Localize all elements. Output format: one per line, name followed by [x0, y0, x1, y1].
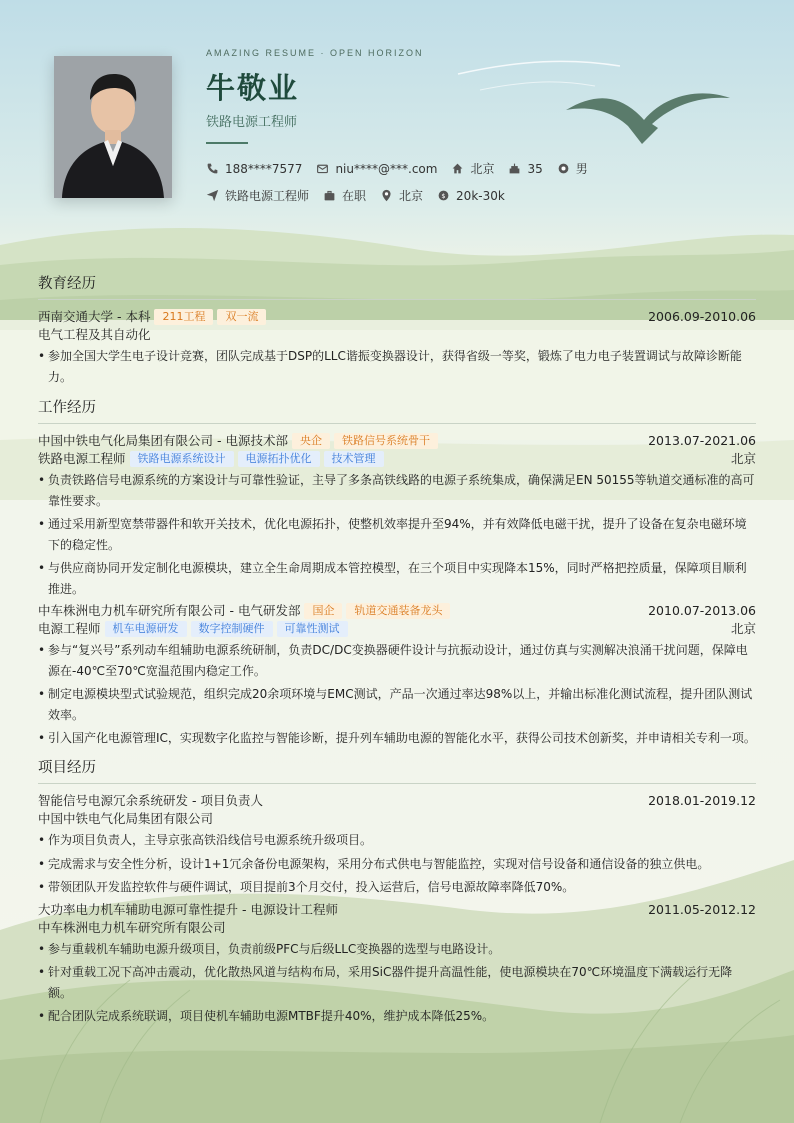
company-tag: 国企	[304, 603, 342, 619]
gender-item	[557, 160, 588, 177]
list-item: • 通过采用新型宽禁带器件和软开关技术，优化电源拓扑，使整机效率提升至94%，并有效降低电磁干扰，提升了设备在复杂电磁环境下的稳定性。	[38, 514, 756, 555]
education-entry	[38, 308, 756, 387]
email-item	[316, 162, 437, 176]
section-title: 项目经历	[38, 756, 756, 784]
section-title: 工作经历	[38, 396, 756, 424]
send-icon	[206, 189, 219, 202]
email-text: niu****@***.com	[335, 161, 438, 176]
project-entry	[38, 901, 756, 1027]
title-divider	[206, 142, 248, 144]
job-role: 铁路电源工程师	[38, 451, 126, 466]
age-text: 35	[527, 161, 543, 176]
date-range: 2011.05-2012.12	[648, 901, 756, 917]
section-title: 教育经历	[38, 272, 756, 300]
skill-tag: 机车电源研发	[105, 621, 187, 637]
school-tag: 双一流	[217, 309, 266, 325]
date-range: 2006.09-2010.06	[648, 309, 756, 324]
gender-icon	[557, 162, 570, 175]
portrait-image	[54, 56, 172, 198]
project-company: 中车株洲电力机车研究所有限公司	[38, 919, 226, 935]
hometown-text: 北京	[470, 162, 495, 176]
date-range: 2018.01-2019.12	[648, 793, 756, 808]
major: 电气工程及其自动化	[38, 327, 151, 342]
project-name: 大功率电力机车辅助电源可靠性提升 - 电源设计工程师	[38, 901, 338, 917]
intent-city-item	[380, 187, 423, 204]
list-item: • 参与重载机车辅助电源升级项目，负责前级PFC与后级LLC变换器的选型与电路设计。	[38, 939, 756, 960]
phone-text: 188****7577	[225, 161, 303, 176]
phone-item	[206, 162, 302, 176]
intent-position-item	[206, 187, 309, 204]
status-item	[323, 187, 366, 204]
phone-icon	[206, 162, 219, 175]
gender-text: 男	[575, 162, 588, 176]
job-intent-row	[206, 187, 505, 204]
intent-city-text: 北京	[399, 189, 424, 203]
salary-item	[437, 189, 505, 203]
date-range: 2013.07-2021.06	[648, 433, 756, 448]
cake-icon	[508, 162, 521, 175]
status-text: 在职	[342, 189, 367, 203]
company-tag: 铁路信号系统骨干	[334, 433, 438, 449]
tagline: AMAZING RESUME · OPEN HORIZON	[206, 48, 424, 58]
project-company: 中国中铁电气化局集团有限公司	[38, 811, 214, 826]
project-name: 智能信号电源冗余系统研发 - 项目负责人	[38, 793, 263, 808]
contact-row	[206, 160, 588, 177]
briefcase-icon	[323, 189, 336, 202]
work-entry	[38, 602, 756, 749]
company-tag: 轨道交通装备龙头	[346, 603, 450, 619]
candidate-name: 牛敬业	[206, 71, 300, 105]
location-pin-icon	[380, 189, 393, 202]
salary-text: 20k-30k	[456, 188, 505, 203]
list-item: • 与供应商协同开发定制化电源模块，建立全生命周期成本管控模型，在三个项目中实现降本15%，同时严格把控质量，保障项目顺利推进。	[38, 558, 756, 599]
list-item: • 参与“复兴号”系列动车组辅助电源系统研制，负责DC/DC变换器硬件设计与抗振动设计，通过仿真与实测解决浪涌干扰问题，保障电源在-40℃至70℃宽温范围内稳定工作。	[38, 640, 756, 681]
home-icon	[451, 162, 464, 175]
list-item: • 配合团队完成系统联调，项目使机车辅助电源MTBF提升40%，维护成本降低25%。	[38, 1006, 756, 1027]
mail-icon	[316, 162, 329, 175]
list-item: • 作为项目负责人，主导京张高铁沿线信号电源系统升级项目。	[38, 830, 756, 851]
avatar	[54, 56, 172, 198]
intent-position-text: 铁路电源工程师	[225, 189, 310, 203]
list-item: • 带领团队开发监控软件与硬件调试，项目提前3个月交付，投入运营后，信号电源故障率降低70%。	[38, 877, 756, 898]
candidate-title: 铁路电源工程师	[206, 115, 298, 130]
home-item	[451, 160, 494, 177]
list-item: • 参加全国大学生电子设计竞赛，团队完成基于DSP的LLC谐振变换器设计，获得省级一等奖，锻炼了电力电子装置调试与故障诊断能力。	[38, 346, 756, 387]
company-name: 中国中铁电气化局集团有限公司 - 电源技术部	[38, 433, 288, 448]
salary-icon	[437, 189, 450, 202]
work-section	[38, 396, 756, 752]
skill-tag: 电源拓扑优化	[238, 451, 320, 467]
age-item	[508, 162, 542, 176]
list-item: • 负责铁路信号电源系统的方案设计与可靠性验证，主导了多条高铁线路的电源子系统集成，确保满足EN 50155等轨道交通标准的高可靠性要求。	[38, 470, 756, 511]
list-item: • 完成需求与安全性分析，设计1+1冗余备份电源架构，采用分布式供电与智能监控，实现对信号设备和通信设备的独立供电。	[38, 854, 756, 875]
list-item: • 针对重载工况下高冲击震动，优化散热风道与结构布局，采用SiC器件提升高温性能，使电源模块在70℃环境温度下满载运行无降额。	[38, 962, 756, 1003]
school-name: 西南交通大学 - 本科	[38, 309, 151, 324]
company-name: 中车株洲电力机车研究所有限公司 - 电气研发部	[38, 603, 301, 618]
list-item: • 引入国产化电源管理IC，实现数字化监控与智能诊断，提升列车辅助电源的智能化水平，获得公司技术创新奖，并申请相关专利一项。	[38, 728, 756, 749]
svg-text:$: $	[441, 191, 446, 200]
bird-icon	[566, 84, 732, 146]
job-city: 北京	[730, 451, 756, 466]
skill-tag: 技术管理	[324, 451, 384, 467]
job-role: 电源工程师	[38, 621, 101, 636]
projects-section	[38, 756, 756, 1030]
school-tag: 211工程	[154, 309, 213, 325]
skill-tag: 铁路电源系统设计	[130, 451, 234, 467]
list-item: • 制定电源模块型式试验规范，组织完成20余项环境与EMC测试，产品一次通过率达98%以上，并输出标准化测试流程，提升团队测试效率。	[38, 684, 756, 725]
date-range: 2010.07-2013.06	[648, 603, 756, 618]
education-section	[38, 272, 756, 390]
company-tag: 央企	[292, 433, 330, 449]
skill-tag: 数字控制硬件	[191, 621, 273, 637]
skill-tag: 可靠性测试	[277, 621, 348, 637]
job-city: 北京	[730, 621, 756, 636]
project-entry	[38, 792, 756, 898]
work-entry	[38, 432, 756, 599]
